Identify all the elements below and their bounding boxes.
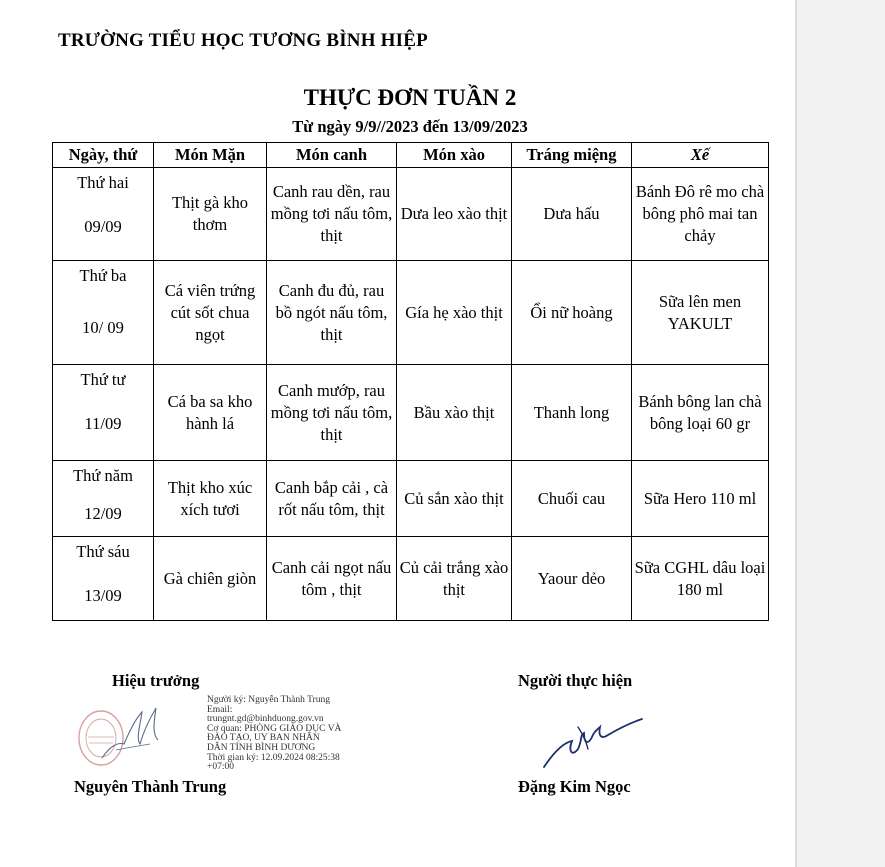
dessert-cell: Ổi nữ hoàng (512, 261, 632, 365)
header-day: Ngày, thứ (53, 143, 154, 168)
day-cell (53, 168, 154, 261)
soup-cell: Canh bắp cải , cà rốt nấu tôm, thịt (267, 461, 397, 537)
esign-line: Email: (207, 704, 233, 715)
date-range: Từ ngày 9/9//2023 đến 13/09/2023 (292, 117, 528, 136)
page-edge (795, 0, 797, 867)
day-cell (53, 537, 154, 621)
day-name: Thứ tư (80, 370, 126, 389)
table-row (53, 168, 769, 261)
esign-line: Thời gian ký: 12.09.2024 08:25:38 (207, 752, 340, 763)
stir-fry-cell: Củ sắn xào thịt (397, 461, 512, 537)
dessert-cell: Thanh long (512, 365, 632, 461)
day-date: 13/09 (84, 586, 122, 605)
digital-signature-info (207, 696, 341, 773)
soup-cell: Canh đu đủ, rau bồ ngót nấu tôm, thịt (267, 261, 397, 365)
stir-fry-cell: Gía hẹ xào thịt (397, 261, 512, 365)
stir-fry-cell: Dưa leo xào thịt (397, 168, 512, 261)
dessert-cell: Chuối cau (512, 461, 632, 537)
day-name: Thứ năm (73, 466, 133, 485)
preparer-signature-icon (538, 715, 648, 775)
snack-cell: Sữa CGHL dâu loại 180 ml (632, 537, 769, 621)
day-date: 11/09 (84, 414, 122, 433)
day-name: Thứ sáu (76, 542, 130, 561)
day-date: 10/ 09 (82, 318, 124, 337)
day-cell (53, 261, 154, 365)
esign-line: ĐÀO TẠO, UY BAN NHÂN (207, 733, 320, 744)
table-header-row (53, 143, 769, 168)
table-row (53, 461, 769, 537)
esign-line: +07:00 (207, 762, 234, 773)
day-cell (53, 461, 154, 537)
main-dish-cell: Gà chiên giòn (154, 537, 267, 621)
table-row (53, 537, 769, 621)
stir-fry-cell: Củ cải trắng xào thịt (397, 537, 512, 621)
header-soup: Món canh (267, 143, 397, 168)
esign-line: Cơ quan: PHÒNG GIÁO DỤC VÀ (207, 723, 342, 734)
preparer-name: Đặng Kim Ngọc (518, 777, 631, 796)
esign-line: Người ký: Nguyễn Thành Trung (207, 695, 330, 705)
dessert-cell: Dưa hấu (512, 168, 632, 261)
day-cell (53, 365, 154, 461)
esign-line: DÂN TỈNH BÌNH DƯƠNG (207, 742, 316, 753)
header-main-dish: Món Mặn (154, 143, 267, 168)
main-dish-cell: Cá viên trứng cút sốt chua ngọt (154, 261, 267, 365)
table-row (53, 365, 769, 461)
soup-cell: Canh cải ngọt nấu tôm , thịt (267, 537, 397, 621)
stir-fry-cell: Bầu xào thịt (397, 365, 512, 461)
main-dish-cell: Thịt gà kho thơm (154, 168, 267, 261)
esign-line: trungnt.gd@binhduong.gov.vn (207, 714, 324, 725)
soup-cell: Canh mướp, rau mồng tơi nấu tôm, thịt (267, 365, 397, 461)
snack-cell: Sữa lên men YAKULT (632, 261, 769, 365)
header-snack: Xế (632, 143, 769, 168)
day-date: 12/09 (84, 504, 122, 523)
day-date: 09/09 (84, 217, 122, 236)
day-name: Thứ ba (79, 266, 127, 285)
school-name: TRƯỜNG TIỂU HỌC TƯƠNG BÌNH HIỆP (58, 30, 428, 51)
soup-cell: Canh rau dền, rau mồng tơi nấu tôm, thịt (267, 168, 397, 261)
main-dish-cell: Thịt kho xúc xích tươi (154, 461, 267, 537)
snack-cell: Sữa Hero 110 ml (632, 461, 769, 537)
weekly-menu-table (52, 142, 769, 621)
header-dessert: Tráng miệng (512, 143, 632, 168)
day-name: Thứ hai (77, 173, 129, 192)
snack-cell: Bánh Đô rê mo chà bông phô mai tan chảy (632, 168, 769, 261)
principal-title: Hiệu trưởng (112, 671, 200, 690)
principal-signature-icon (96, 700, 166, 765)
main-dish-cell: Cá ba sa kho hành lá (154, 365, 267, 461)
menu-title: THỰC ĐƠN TUẦN 2 (303, 85, 517, 110)
preparer-title: Người thực hiện (518, 671, 633, 690)
snack-cell: Bánh bông lan chà bông loại 60 gr (632, 365, 769, 461)
dessert-cell: Yaour dẻo (512, 537, 632, 621)
principal-name: Nguyên Thành Trung (74, 777, 227, 796)
table-row (53, 261, 769, 365)
header-stir-fry: Món xào (397, 143, 512, 168)
